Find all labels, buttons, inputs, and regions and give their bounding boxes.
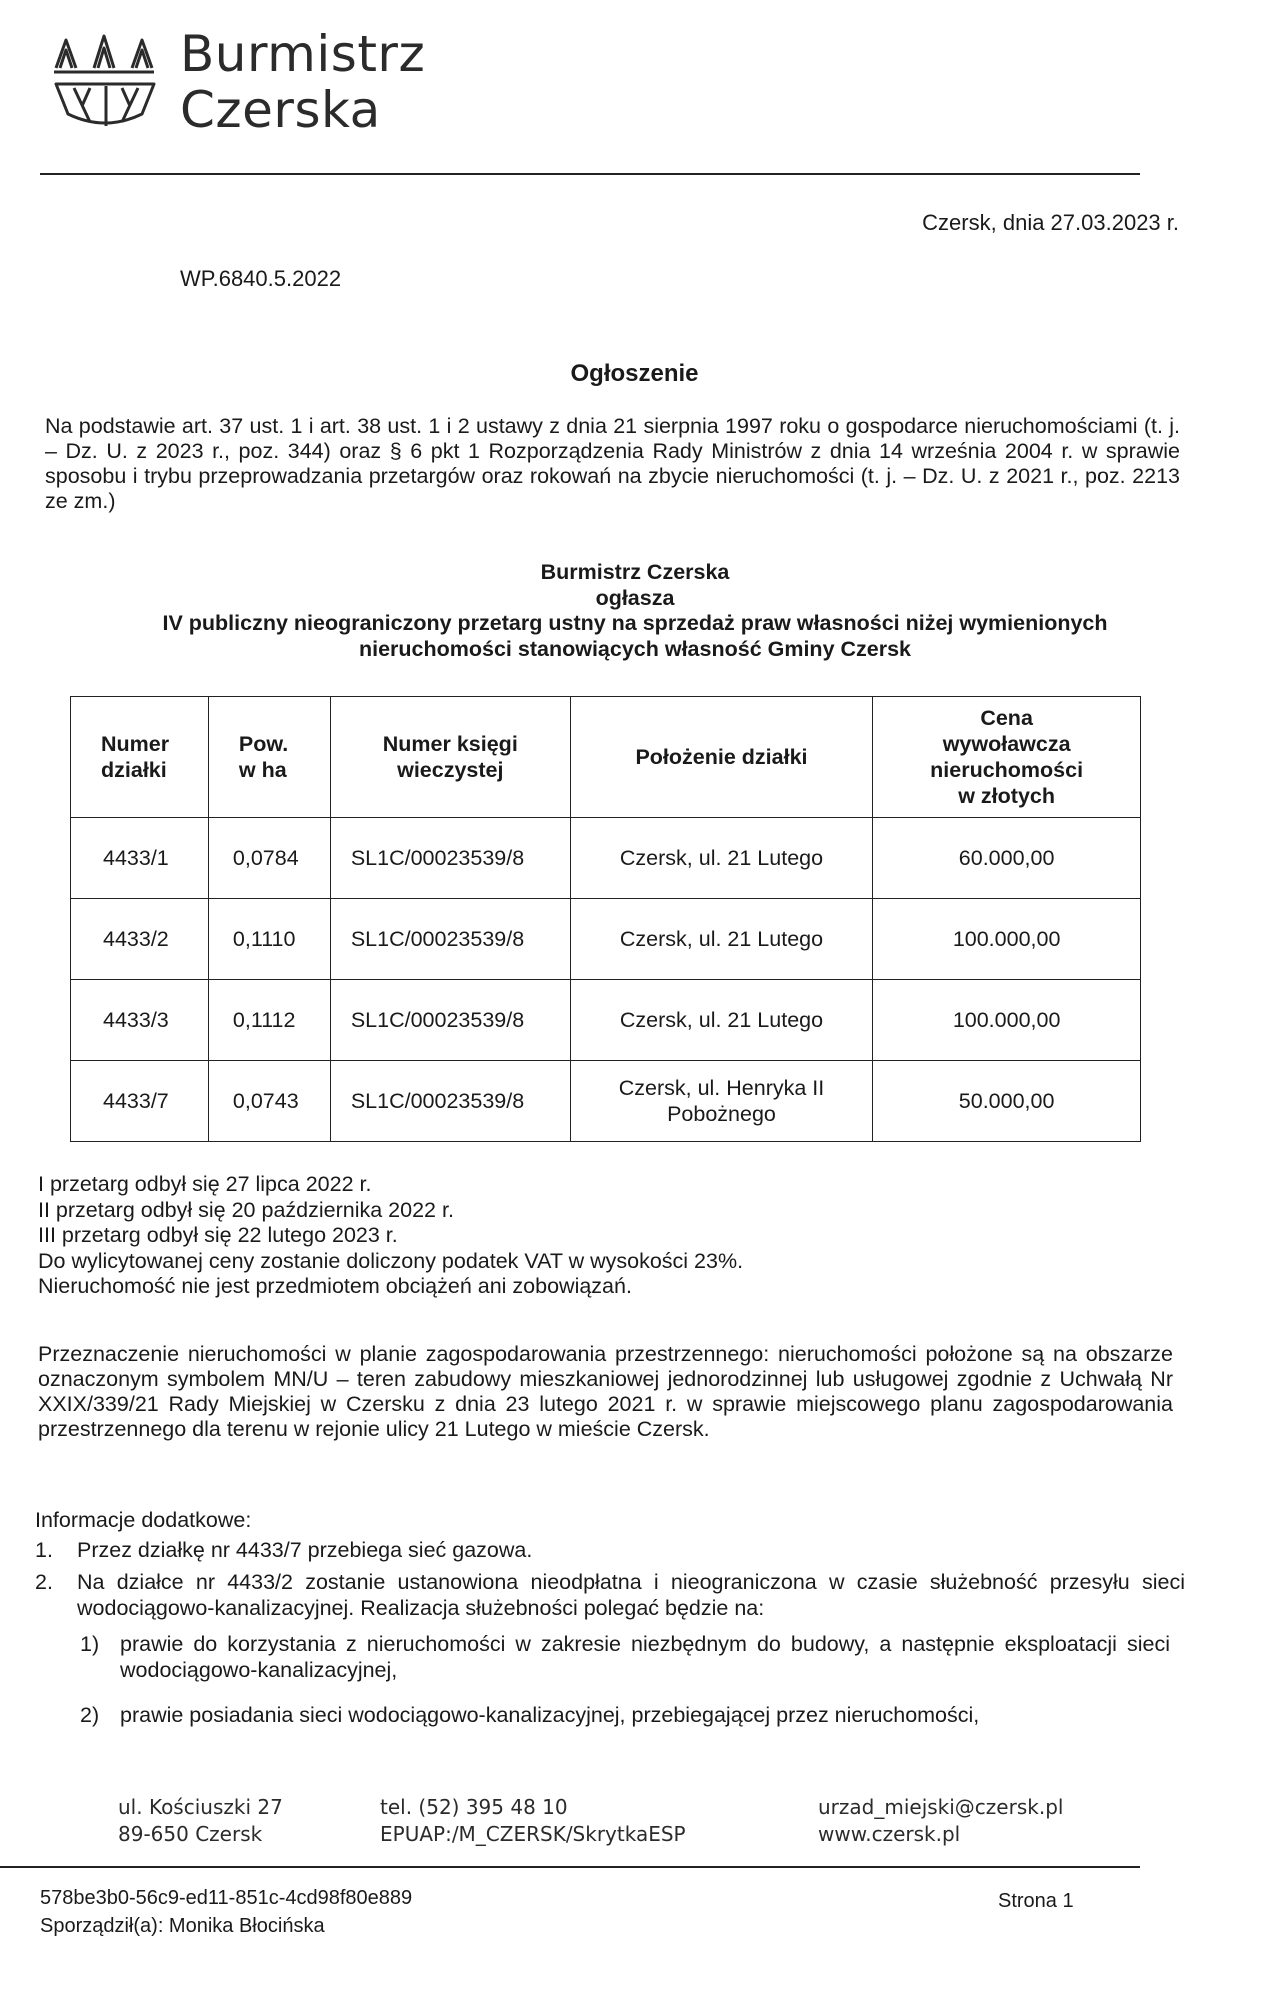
header-text: nieruchomości bbox=[930, 758, 1084, 782]
crown-shield-logo-icon bbox=[50, 28, 170, 138]
address-street: ul. Kościuszki 27 bbox=[118, 1795, 283, 1819]
list-number: 2) bbox=[80, 1703, 100, 1727]
list-item bbox=[35, 1570, 1185, 1630]
table-row bbox=[71, 899, 1141, 980]
cell-land-register: SL1C/00023539/8 bbox=[330, 899, 570, 980]
cell-land-register: SL1C/00023539/8 bbox=[330, 818, 570, 899]
document-title: Ogłoszenie bbox=[570, 360, 699, 387]
location-line: Czersk, ul. 21 Lutego bbox=[619, 846, 824, 870]
history-line-1: I przetarg odbył się 27 lipca 2022 r. bbox=[38, 1172, 372, 1196]
col-header-area bbox=[208, 697, 330, 818]
document-id: 578be3b0-56c9-ed11-851c-4cd98f80e889 bbox=[40, 1887, 413, 1909]
header-text: w ha bbox=[238, 758, 287, 782]
document-meta bbox=[40, 1884, 412, 1940]
cell-plot-number: 4433/3 bbox=[71, 980, 209, 1061]
location-line: Czersk, ul. Henryka II bbox=[618, 1076, 825, 1100]
list-item bbox=[35, 1538, 1185, 1568]
col-header-location bbox=[570, 697, 873, 818]
announcement-heading bbox=[60, 560, 1210, 662]
additional-info-heading: Informacje dodatkowe: bbox=[35, 1508, 252, 1532]
header-text: w złotych bbox=[958, 784, 1055, 808]
header-text: wywoławcza bbox=[942, 732, 1071, 756]
table-row bbox=[71, 818, 1141, 899]
announce-line-4: nieruchomości stanowiących własność Gminy Czersk bbox=[358, 636, 912, 661]
reference-number: WP.6840.5.2022 bbox=[180, 266, 342, 291]
email-link[interactable]: urzad_miejski@czersk.pl bbox=[818, 1795, 1064, 1819]
website-link[interactable]: www.czersk.pl bbox=[818, 1822, 961, 1846]
announce-line-1: Burmistrz Czerska bbox=[540, 560, 730, 584]
sub-list-item bbox=[80, 1703, 1180, 1733]
brand-line-2: Czerska bbox=[180, 81, 381, 139]
cell-location bbox=[570, 980, 873, 1061]
list-text: Przez działkę nr 4433/7 przebiega sieć gazowa. bbox=[77, 1538, 533, 1562]
list-number: 1) bbox=[80, 1632, 100, 1656]
cell-price: 60.000,00 bbox=[873, 818, 1141, 899]
list-text: prawie do korzystania z nieruchomości w zakresie niezbędnym do budowy, a następnie eksploatacji sieci wodociągowo-kanalizacyjnej, bbox=[120, 1632, 1170, 1682]
cell-area: 0,1110 bbox=[208, 899, 330, 980]
list-text: Na działce nr 4433/2 zostanie ustanowiona nieodpłatna i nieograniczona w czasie służebność przesyłu sieci wodociągowo-kanalizacyjnej. Realizacja służebności polegać będzie na: bbox=[77, 1570, 1185, 1620]
address-city: 89-650 Czersk bbox=[118, 1822, 263, 1846]
cell-area: 0,0784 bbox=[208, 818, 330, 899]
footer-online bbox=[818, 1794, 1063, 1848]
header-text: działki bbox=[101, 758, 167, 782]
table-header-row bbox=[71, 697, 1141, 818]
cell-land-register: SL1C/00023539/8 bbox=[330, 980, 570, 1061]
header-text: Numer bbox=[101, 732, 170, 756]
announce-line-3: IV publiczny nieograniczony przetarg ustny na sprzedaż praw własności niżej wymienionych bbox=[162, 611, 1108, 635]
history-line-2: II przetarg odbył się 20 października 2022 r. bbox=[38, 1197, 454, 1222]
encumbrance-note: Nieruchomość nie jest przedmiotem obciążeń ani zobowiązań. bbox=[38, 1274, 632, 1298]
header-text: Położenie działki bbox=[635, 745, 808, 769]
cell-plot-number: 4433/2 bbox=[71, 899, 209, 980]
phone-number: tel. (52) 395 48 10 bbox=[380, 1795, 568, 1819]
tender-history bbox=[38, 1172, 743, 1300]
cell-price: 100.000,00 bbox=[873, 980, 1141, 1061]
cell-plot-number: 4433/1 bbox=[71, 818, 209, 899]
header-text: wieczystej bbox=[397, 758, 504, 782]
location-line: Czersk, ul. 21 Lutego bbox=[619, 1008, 824, 1032]
header-text: Numer księgi bbox=[382, 732, 518, 756]
vat-note: Do wylicytowanej ceny zostanie doliczony podatek VAT w wysokości 23%. bbox=[38, 1248, 744, 1273]
col-header-plot-number bbox=[71, 697, 209, 818]
footer-address bbox=[118, 1794, 283, 1848]
table-row bbox=[71, 1061, 1141, 1142]
table-row bbox=[71, 980, 1141, 1061]
cell-price: 50.000,00 bbox=[873, 1061, 1141, 1142]
epuap-address: EPUAP:/M_CZERSK/SkrytkaESP bbox=[380, 1822, 686, 1846]
header-text: Pow. bbox=[238, 732, 289, 756]
cell-location bbox=[570, 1061, 873, 1142]
document-date: Czersk, dnia 27.03.2023 r. bbox=[922, 210, 1179, 235]
cell-plot-number: 4433/7 bbox=[71, 1061, 209, 1142]
cell-location bbox=[570, 899, 873, 980]
footer-divider bbox=[0, 1866, 1140, 1868]
location-line: Pobożnego bbox=[667, 1102, 776, 1126]
property-table bbox=[70, 696, 1141, 1142]
cell-area: 0,1112 bbox=[208, 980, 330, 1061]
cell-area: 0,0743 bbox=[208, 1061, 330, 1142]
announce-line-2: ogłasza bbox=[595, 585, 675, 610]
brand-line-1: Burmistrz bbox=[180, 25, 426, 83]
col-header-land-register bbox=[330, 697, 570, 818]
list-number: 1. bbox=[35, 1538, 53, 1562]
cell-location bbox=[570, 818, 873, 899]
header-divider bbox=[40, 173, 1140, 175]
zoning-paragraph: Przeznaczenie nieruchomości w planie zagospodarowania przestrzennego: nieruchomości położone są na obszarze oznaczonym symbolem MN/U – teren zabudowy mieszkaniowej jednorodzinnej lub usługowej zgodnie z Uchwałą Nr XXIX/339/21 Rady Miejskiej w Czersku z dnia 23 lutego 2021 r. w sprawie miejscowego planu zagospodarowania przestrzennego dla terenu w rejonie ulicy 21 Lutego w mieście Czersk. bbox=[38, 1342, 1173, 1441]
history-line-3: III przetarg odbył się 22 lutego 2023 r. bbox=[38, 1223, 398, 1247]
page-number: Strona 1 bbox=[998, 1890, 1074, 1912]
legal-basis-paragraph: Na podstawie art. 37 ust. 1 i art. 38 ust. 1 i 2 ustawy z dnia 21 sierpnia 1997 roku o gospodarce nieruchomościami (t. j. – Dz. U. z 2023 r., poz. 344) oraz § 6 pkt 1 Rozporządzenia Rady Ministrów z dnia 14 września 2004 r. w sprawie sposobu i trybu przeprowadzania przetargów oraz rokowań na zbycie nieruchomości (t. j. – Dz. U. z 2021 r., poz. 2213 ze zm.) bbox=[45, 414, 1180, 513]
header-text: Cena bbox=[980, 706, 1033, 730]
list-text: prawie posiadania sieci wodociągowo-kanalizacyjnej, przebiegającej przez nieruchomości, bbox=[120, 1703, 980, 1727]
brand-name bbox=[180, 26, 425, 138]
col-header-price bbox=[873, 697, 1141, 818]
location-line: Czersk, ul. 21 Lutego bbox=[619, 927, 824, 951]
list-number: 2. bbox=[35, 1570, 53, 1594]
sub-list-item bbox=[80, 1632, 1180, 1692]
document-author: Sporządził(a): Monika Błocińska bbox=[40, 1915, 325, 1937]
cell-land-register: SL1C/00023539/8 bbox=[330, 1061, 570, 1142]
footer-contact bbox=[380, 1794, 686, 1848]
cell-price: 100.000,00 bbox=[873, 899, 1141, 980]
